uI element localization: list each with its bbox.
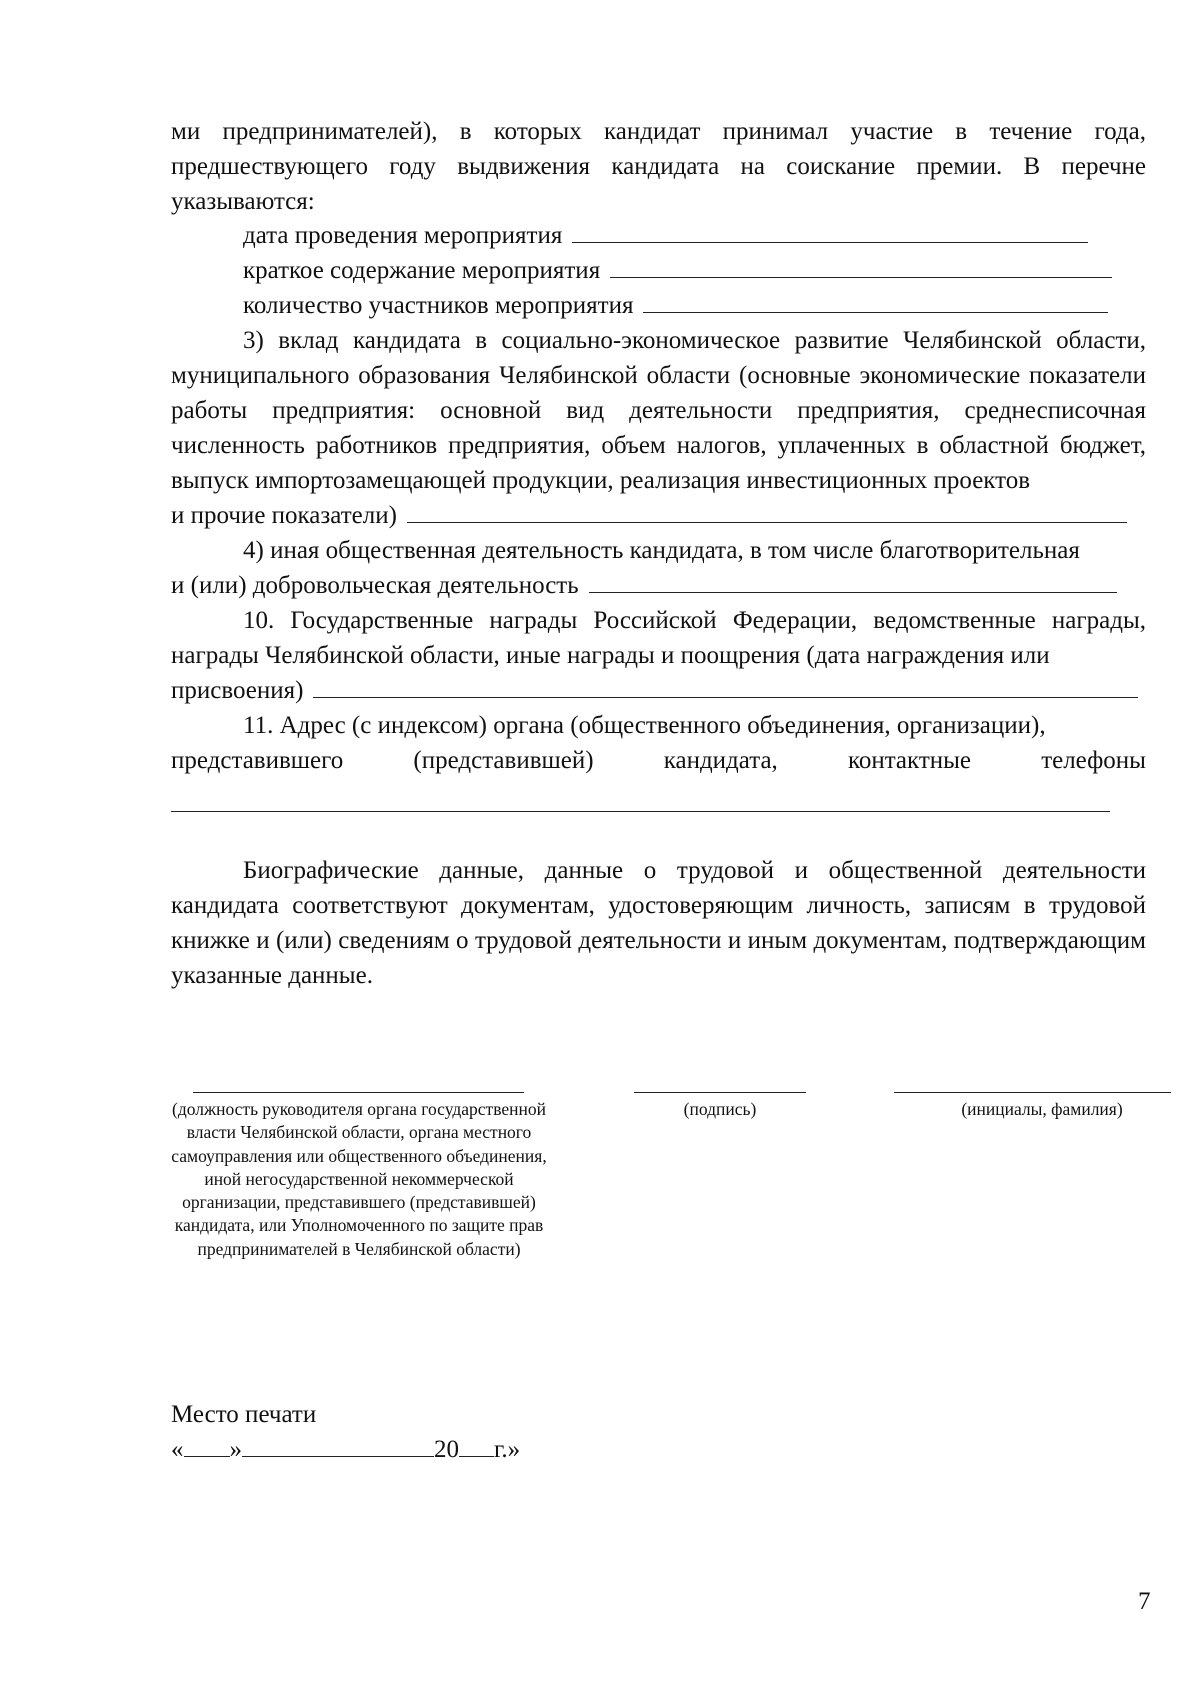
item-10-last-line-label: присвоения) bbox=[171, 677, 304, 704]
stamp-label: Место печати bbox=[171, 1401, 317, 1428]
signature-line bbox=[634, 1092, 806, 1093]
item-11-word-1: представившего bbox=[171, 747, 344, 774]
month-blank bbox=[242, 1432, 434, 1457]
year-blank bbox=[459, 1432, 494, 1457]
event-summary-blank bbox=[610, 255, 1112, 278]
date-close-quote: » bbox=[229, 1436, 242, 1463]
year-suffix: г.» bbox=[494, 1436, 521, 1463]
event-participants-blank bbox=[643, 290, 1108, 313]
signature-caption: (подпись) bbox=[683, 1099, 757, 1119]
item-4-last-line-label: и (или) добровольческая деятельность bbox=[171, 572, 579, 599]
day-blank bbox=[184, 1432, 230, 1457]
item-3-paragraph: 3) вклад кандидата в социально-экономическое развитие Челябинской области, муниципального образования Челябинской области (основные экономические показатели работы предприятия: основной вид деятельности предприятия, среднесписочная численность работников предприятия, объем налогов, уплаченных в областной бюджет, выпуск импортозамещающей продукции, реализация инвестиционных проектов bbox=[171, 327, 1146, 494]
item-4-last-line bbox=[171, 568, 1117, 603]
year-prefix: 20 bbox=[434, 1436, 459, 1463]
item-10-last-line bbox=[171, 673, 1138, 708]
event-date-blank bbox=[572, 220, 1088, 243]
item-3-last-line bbox=[171, 498, 1127, 533]
item-3-last-line-label: и прочие показатели) bbox=[171, 502, 397, 529]
item-11-word-4: контактные bbox=[847, 747, 972, 774]
page-number: 7 bbox=[1138, 1588, 1151, 1615]
event-participants-field bbox=[243, 288, 1108, 323]
event-summary-field bbox=[243, 253, 1112, 288]
event-date-label: дата проведения мероприятия bbox=[243, 222, 563, 249]
item-4-blank bbox=[589, 570, 1117, 593]
item-11-paragraph: 11. Адрес (с индексом) органа (общественного объединения, организации), bbox=[243, 712, 1046, 739]
item-11-word-2: (представившей) bbox=[413, 747, 594, 774]
confirmation-paragraph: Биографические данные, данные о трудовой и общественной деятельности кандидата соответствуют документам, удостоверяющим личность, записям в трудовой книжке и (или) сведениям о трудовой деятельности и иным документам, подтверждающим указанные данные. bbox=[171, 857, 1146, 989]
position-caption: (должность руководителя органа государственной власти Челябинской области, органа местного самоуправления или общественного объединения, иной негосударственной некоммерческой организации, представившего (представившей) кандидата, или Уполномоченного по защите прав предпринимателей в Челябинской области) bbox=[171, 1099, 547, 1259]
event-summary-label: краткое содержание мероприятия bbox=[243, 257, 601, 284]
date-open-quote: « bbox=[171, 1436, 184, 1463]
item-11-word-5: телефоны bbox=[1041, 747, 1146, 774]
item-10-blank bbox=[313, 675, 1138, 698]
position-signature-line bbox=[193, 1092, 524, 1093]
item-10-paragraph: 10. Государственные награды Российской Федерации, ведомственные награды, награды Челябинской области, иные награды и поощрения (дата награждения или bbox=[171, 607, 1146, 669]
item-4-paragraph: 4) иная общественная деятельность кандидата, в том числе благотворительная bbox=[243, 537, 1080, 564]
event-date-field bbox=[243, 218, 1088, 253]
event-participants-label: количество участников мероприятия bbox=[243, 292, 634, 319]
item-3-blank bbox=[407, 500, 1127, 523]
name-signature-line bbox=[894, 1092, 1171, 1093]
item-11-word-3: кандидата, bbox=[663, 747, 778, 774]
item-11-blank-line bbox=[171, 811, 1110, 812]
name-caption: (инициалы, фамилия) bbox=[961, 1099, 1123, 1119]
events-intro-paragraph: ми предпринимателей), в которых кандидат принимал участие в течение года, предшествующего году выдвижения кандидата на соискание премии. В перечне указываются: bbox=[171, 118, 1146, 215]
date-line bbox=[171, 1432, 520, 1467]
item-11-second-line bbox=[171, 743, 1146, 778]
